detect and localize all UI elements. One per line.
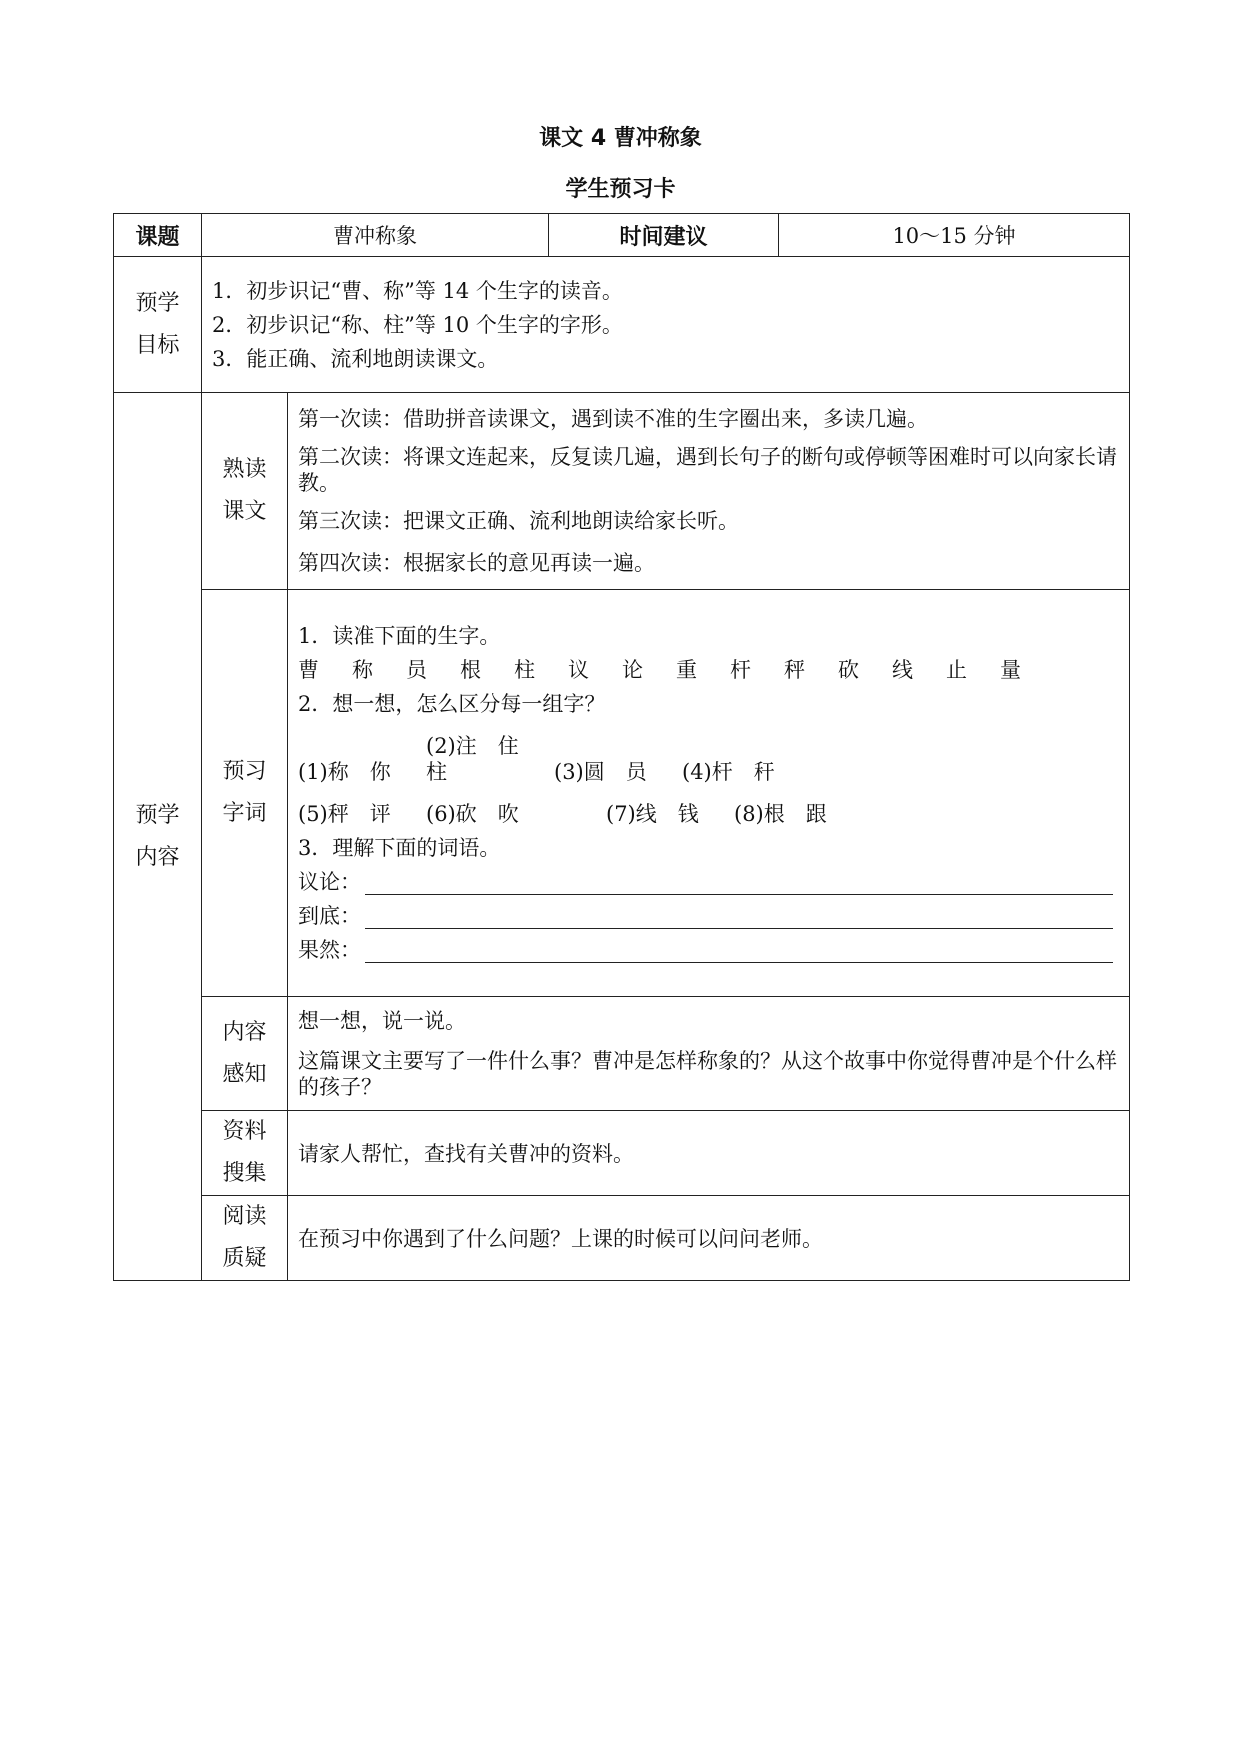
words-section [288, 590, 1130, 997]
term-row-1 [298, 869, 1119, 895]
topic-label: 课题 [114, 214, 202, 257]
term-row-2 [298, 903, 1119, 929]
char-item: 量 [1000, 658, 1021, 682]
header-row [114, 214, 1130, 257]
char-item: 重 [676, 658, 697, 682]
reading-item-3: 第三次读：把课文正确、流利地朗读给家长听。 [298, 509, 739, 533]
char-item: 称 [352, 658, 373, 682]
reading-label-line-2: 课文 [222, 499, 267, 524]
char-group: (4)杆 秆 [682, 760, 775, 784]
page-title: 课文 4 曹冲称象 [539, 126, 702, 151]
words-label [202, 590, 288, 997]
goals-row [114, 257, 1130, 393]
content-label [114, 393, 202, 1281]
page-subtitle: 学生预习卡 [565, 177, 676, 202]
content-label-line-2: 内容 [135, 844, 180, 870]
preview-card-table [113, 213, 1130, 1281]
goal-item-2: 2．初步识记“称、柱”等 10 个生字的字形。 [212, 312, 623, 337]
materials-label-line-1: 资料 [222, 1119, 267, 1145]
char-list [298, 657, 1119, 683]
char-group: (7)线 钱 [606, 802, 699, 826]
char-item: 柱 [514, 658, 535, 682]
char-item: 秤 [784, 658, 805, 682]
term-label: 果然： [298, 938, 361, 962]
goals-label [114, 257, 202, 393]
goal-item-3: 3．能正确、流利地朗读课文。 [212, 346, 499, 371]
materials-row [114, 1111, 1130, 1196]
char-group: (8)根 跟 [734, 802, 827, 826]
reading-label [202, 393, 288, 590]
perception-label [202, 997, 288, 1111]
reading-item-1: 第一次读：借助拼音读课文，遇到读不准的生字圈出来，多读几遍。 [298, 407, 928, 431]
char-item: 线 [892, 658, 913, 682]
questions-label-line-1: 阅读 [222, 1204, 267, 1230]
reading-row [114, 393, 1130, 590]
answer-blank[interactable] [365, 940, 1113, 963]
reading-item-2: 第二次读：将课文连起来，反复读几遍，遇到长句子的断句或停顿等困难时可以向家长请教。 [298, 445, 1117, 495]
perception-label-line-1: 内容 [222, 1019, 267, 1045]
perception-question: 这篇课文主要写了一件什么事？曹冲是怎样称象的？从这个故事中你觉得曹冲是个什么样的孩子？ [298, 1048, 1117, 1099]
char-group: (6)砍 吹 [426, 802, 519, 826]
goal-item-1: 1．初步识记“曹、称”等 14 个生字的读音。 [212, 278, 623, 303]
term-label: 到底： [298, 904, 361, 928]
words-row [114, 590, 1130, 997]
char-groups-row-1 [298, 733, 1119, 785]
char-item: 员 [406, 658, 427, 682]
topic-value: 曹冲称象 [202, 214, 549, 257]
words-question-2: 2．想一想，怎么区分每一组字？ [298, 692, 606, 716]
term-label: 议论： [298, 870, 361, 894]
reading-item-4: 第四次读：根据家长的意见再读一遍。 [298, 551, 655, 575]
content-label-line-1: 预学 [135, 802, 180, 828]
questions-label [202, 1196, 288, 1281]
reading-list [288, 393, 1130, 590]
materials-label-line-2: 搜集 [222, 1161, 267, 1186]
char-item: 议 [568, 658, 589, 682]
answer-blank[interactable] [365, 872, 1113, 895]
words-label-line-2: 字词 [222, 801, 267, 826]
char-item: 曹 [298, 658, 319, 682]
questions-label-line-2: 质疑 [222, 1246, 267, 1271]
char-group: (5)秤 评 [298, 802, 391, 826]
char-item: 杆 [730, 658, 751, 682]
questions-text: 在预习中你遇到了什么问题？上课的时候可以问问老师。 [288, 1196, 1130, 1281]
char-item: 止 [946, 658, 967, 682]
words-question-1: 1．读准下面的生字。 [298, 624, 501, 648]
time-label: 时间建议 [549, 214, 779, 257]
questions-row [114, 1196, 1130, 1281]
char-item: 论 [622, 658, 643, 682]
char-group: (2)注 住 柱 [426, 734, 540, 784]
words-question-3: 3．理解下面的词语。 [298, 836, 501, 860]
char-group: (1)称 你 [298, 760, 391, 784]
term-row-3 [298, 937, 1119, 963]
perception-row [114, 997, 1130, 1111]
perception-section [288, 997, 1130, 1111]
materials-text: 请家人帮忙，查找有关曹冲的资料。 [288, 1111, 1130, 1196]
words-label-line-1: 预习 [222, 759, 267, 785]
reading-label-line-1: 熟读 [222, 457, 267, 483]
char-item: 根 [460, 658, 481, 682]
char-item: 砍 [838, 658, 859, 682]
time-value: 10～15 分钟 [779, 214, 1130, 257]
char-group: (3)圆 员 [554, 760, 647, 784]
perception-label-line-2: 感知 [222, 1061, 267, 1087]
goals-label-line-1: 预学 [135, 290, 180, 316]
goals-label-line-2: 目标 [135, 332, 180, 358]
answer-blank[interactable] [365, 906, 1113, 929]
goals-list [202, 257, 1130, 393]
char-groups-row-2 [298, 801, 1119, 827]
materials-label [202, 1111, 288, 1196]
perception-intro: 想一想，说一说。 [298, 1008, 466, 1033]
